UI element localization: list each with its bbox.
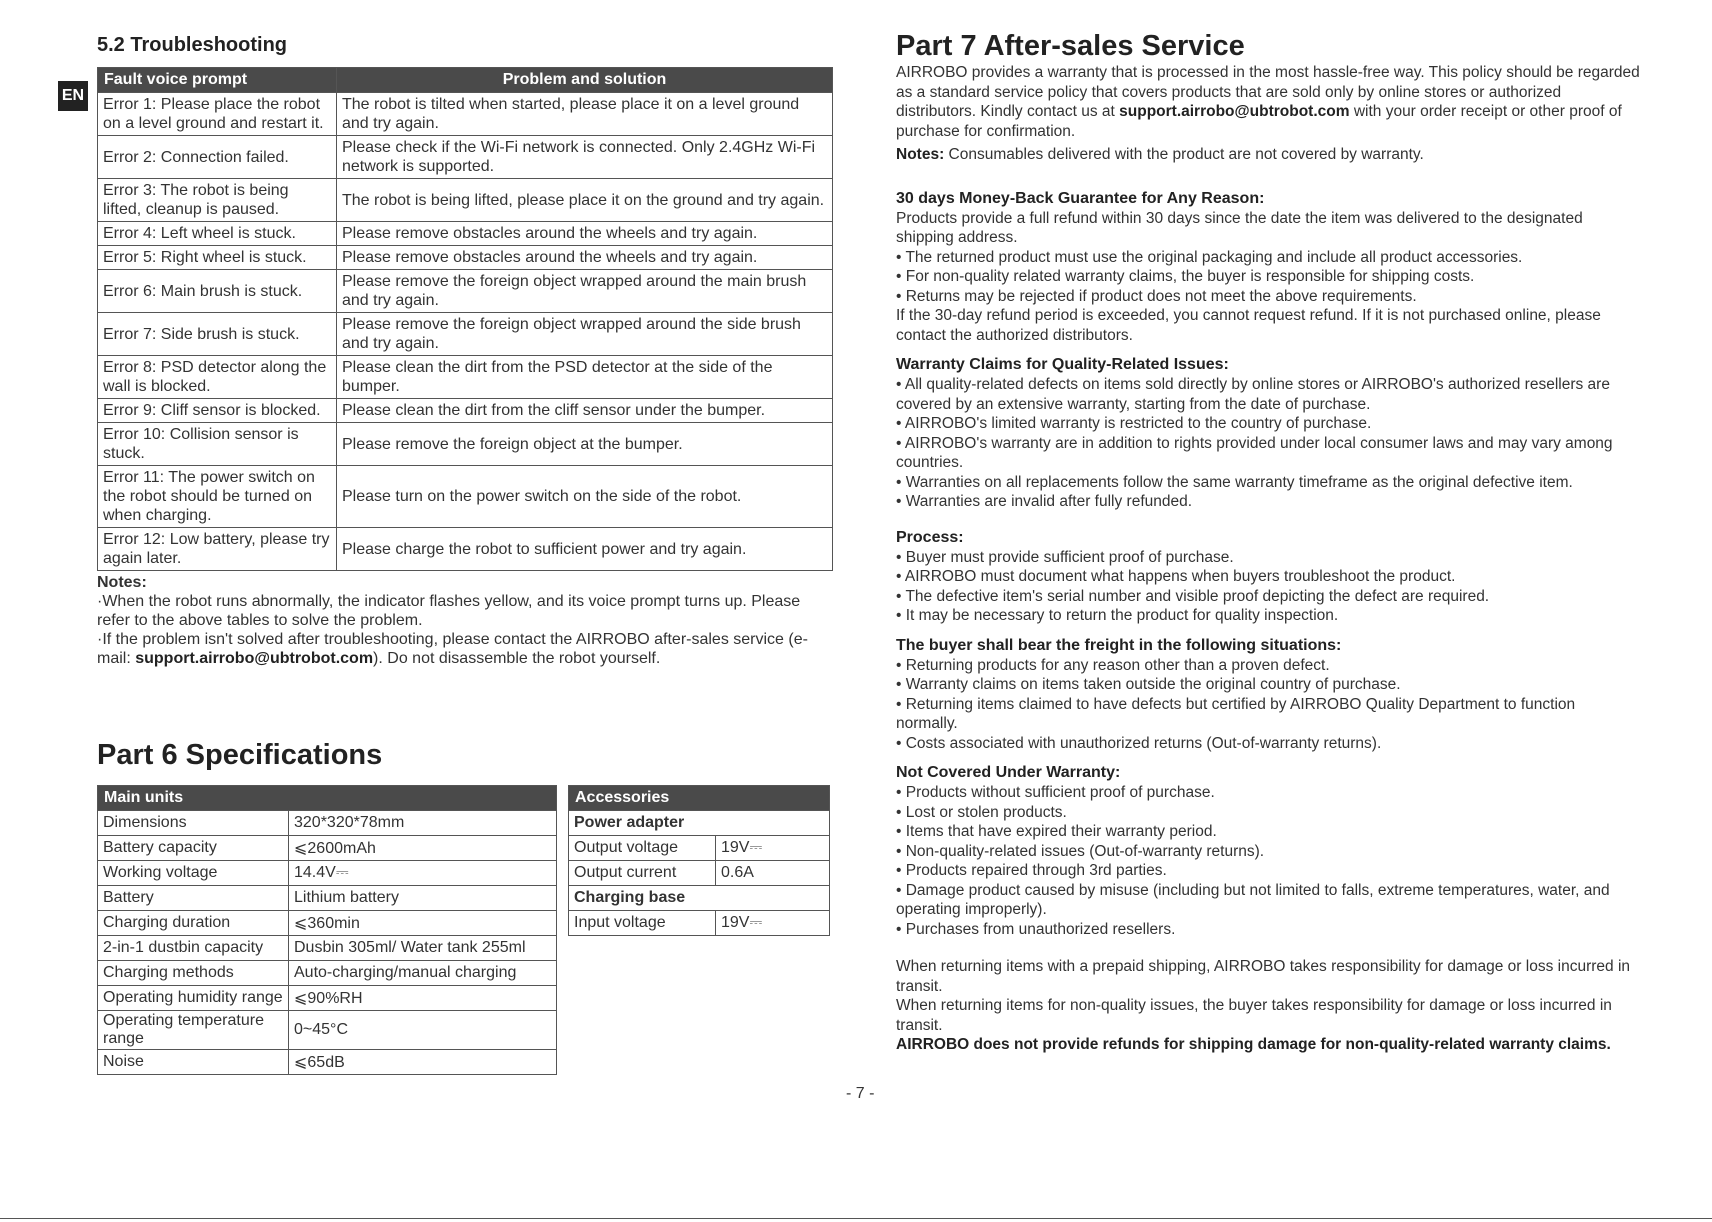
note-2 [97,630,833,668]
support-email-link[interactable]: support.airrobo@ubtrobot.com [135,650,374,667]
process-list [896,548,1641,626]
spec-value-cell: ⩽90%RH [289,986,557,1011]
solution-cell: Please remove the foreign object at the bumper. [337,423,833,466]
table-row [98,136,833,179]
table-row [98,179,833,222]
accessories-table-wrap [568,785,830,936]
service-notes [896,145,1641,165]
table-row [98,246,833,270]
input-voltage-label: Input voltage [569,911,716,936]
solution-cell: Please charge the robot to sufficient power and try again. [337,528,833,571]
solution-cell: Please check if the Wi-Fi network is connected. Only 2.4GHz Wi-Fi network is supported. [337,136,833,179]
fault-prompt-cell: Error 1: Please place the robot on a level ground and restart it. [98,93,337,136]
table-row [98,528,833,571]
power-adapter-label: Power adapter [569,811,830,836]
spec-value-cell: ⩽2600mAh [289,836,557,861]
not-covered-title: Not Covered Under Warranty: [896,764,1121,781]
shipping-paragraphs [896,957,1641,1035]
list-item: • Costs associated with unauthorized returns (Out-of-warranty returns). [896,734,1382,752]
table-row [98,313,833,356]
spec-label-cell: Dimensions [98,811,289,836]
list-item: • Products without sufficient proof of purchase. [896,784,1215,801]
troubleshooting-notes [97,573,833,668]
specifications-title: Part 6 Specifications [97,739,383,771]
output-voltage-label: Output voltage [569,836,716,861]
spec-label-cell: Operating temperature range [98,1011,289,1050]
fault-prompt-cell: Error 3: The robot is being lifted, cleanup is paused. [98,179,337,222]
spec-label-cell: Noise [98,1050,289,1075]
spec-label-cell: Battery [98,886,289,911]
list-item: • The returned product must use the original packaging and include all product accessories. [896,248,1523,266]
fault-prompt-cell: Error 7: Side brush is stuck. [98,313,337,356]
fault-prompt-cell: Error 4: Left wheel is stuck. [98,222,337,246]
spec-value-cell: ⩽360min [289,911,557,936]
final-statement: AIRROBO does not provide refunds for shipping damage for non-quality-related warranty claims. [896,1036,1611,1053]
spec-value-cell: 14.4V⎓ [289,861,557,886]
list-item: • The defective item's serial number and visible proof depicting the defect are required. [896,587,1490,605]
list-item: • It may be necessary to return the product for quality inspection. [896,607,1339,624]
process-title: Process: [896,528,964,546]
list-item: If the 30-day refund period is exceeded, you cannot request refund. If it is not purchased online, please contact the authorized distributors. [896,307,1601,344]
main-units-header: Main units [98,786,557,811]
accessories-table [568,785,830,936]
list-item: • For non-quality related warranty claims, the buyer is responsible for shipping costs. [896,268,1475,285]
spec-value-cell: Auto-charging/manual charging [289,961,557,986]
troubleshooting-title: 5.2 Troubleshooting [97,34,288,56]
table-header-row [98,68,833,93]
page-number: - 7 - [846,1085,875,1102]
column-header-solution: Problem and solution [337,68,833,93]
list-item: • Returning items claimed to have defects but certified by AIRROBO Quality Department to function normally. [896,695,1576,732]
main-units-rows [98,811,557,1075]
list-item: • AIRROBO must document what happens when buyers troubleshoot the product. [896,568,1456,585]
spec-value-cell: ⩽65dB [289,1050,557,1075]
table-row [98,861,557,886]
list-item: • AIRROBO's limited warranty is restricted to the country of purchase. [896,415,1372,432]
solution-cell: The robot is tilted when started, please place it on a level ground and try again. [337,93,833,136]
freight-title: The buyer shall bear the freight in the following situations: [896,636,1342,654]
table-row [98,399,833,423]
list-item: • Warranty claims on items taken outside the original country of purchase. [896,676,1401,693]
troubleshooting-table [97,67,833,571]
list-item: • Buyer must provide sufficient proof of purchase. [896,548,1234,566]
table-row [98,936,557,961]
service-intro-tail: with your order receipt or other proof of purchase for confirmation. [896,103,1622,140]
output-current-label: Output current [569,861,716,886]
solution-cell: The robot is being lifted, please place it on the ground and try again. [337,179,833,222]
right-column [896,30,1641,1055]
warranty-title: Warranty Claims for Quality-Related Issues: [896,356,1229,373]
warranty-list [896,375,1641,512]
left-column [97,30,833,668]
list-item: • Warranties are invalid after fully refunded. [896,493,1193,510]
table-row [98,356,833,399]
table-row [98,270,833,313]
solution-cell: Please remove obstacles around the wheels and try again. [337,246,833,270]
fault-prompt-cell: Error 11: The power switch on the robot should be turned on when charging. [98,466,337,528]
table-row [98,961,557,986]
list-item: • Damage product caused by misuse (including but not limited to falls, extreme temperatures, water, and operating improperly). [896,881,1610,918]
list-item: • Non-quality-related issues (Out-of-warranty returns). [896,842,1265,860]
table-row [569,811,830,836]
list-item: When returning items for non-quality issues, the buyer takes responsibility for damage or loss incurred in transit. [896,997,1612,1034]
solution-cell: Please clean the dirt from the PSD detector at the side of the bumper. [337,356,833,399]
note-2-text: ·If the problem isn't solved after troubleshooting, please contact the AIRROBO after-sales service (e-mail: [97,631,808,667]
note-1: ·When the robot runs abnormally, the indicator flashes yellow, and its voice prompt turns up. Please refer to the above tables to solve the problem. [97,593,801,629]
list-item: • Warranties on all replacements follow the same warranty timeframe as the original defective item. [896,473,1573,491]
not-covered-list [896,783,1641,939]
list-item: • Purchases from unauthorized resellers. [896,920,1176,938]
fault-prompt-cell: Error 5: Right wheel is stuck. [98,246,337,270]
table-row [98,93,833,136]
service-notes-text: Consumables delivered with the product are not covered by warranty. [944,146,1424,163]
list-item: • Products repaired through 3rd parties. [896,862,1167,879]
output-current-value: 0.6A [716,861,830,886]
table-row [98,811,557,836]
table-row [98,1011,557,1050]
table-row [98,466,833,528]
table-row [98,886,557,911]
fault-prompt-cell: Error 6: Main brush is stuck. [98,270,337,313]
spec-value-cell: 0~45°C [289,1011,557,1050]
table-row [98,1050,557,1075]
spec-value-cell: Lithium battery [289,886,557,911]
fault-prompt-cell: Error 9: Cliff sensor is blocked. [98,399,337,423]
charging-base-label: Charging base [569,886,830,911]
service-notes-label: Notes: [896,146,945,163]
list-item: • Returns may be rejected if product does not meet the above requirements. [896,287,1417,305]
table-row [569,911,830,936]
fault-prompt-cell: Error 8: PSD detector along the wall is blocked. [98,356,337,399]
service-intro-text: AIRROBO provides a warranty that is processed in the most hassle-free way. This policy should be regarded as a standard service policy that covers products that are sold only by online stores or authorized distributors. Kindly contact us at [896,64,1640,120]
fault-prompt-cell: Error 10: Collision sensor is stuck. [98,423,337,466]
input-voltage-value: 19V⎓ [716,911,830,936]
spec-label-cell: Charging methods [98,961,289,986]
list-item: • All quality-related defects on items sold directly by online stores or AIRROBO's authorized resellers are covered by an extensive warranty, starting from the date of purchase. [896,376,1610,413]
list-item: • Items that have expired their warranty period. [896,823,1217,840]
solution-cell: Please turn on the power switch on the side of the robot. [337,466,833,528]
spec-label-cell: Operating humidity range [98,986,289,1011]
fault-prompt-cell: Error 2: Connection failed. [98,136,337,179]
spec-label-cell: Working voltage [98,861,289,886]
solution-cell: Please remove the foreign object wrapped around the main brush and try again. [337,270,833,313]
table-row [569,886,830,911]
solution-cell: Please remove the foreign object wrapped around the side brush and try again. [337,313,833,356]
service-intro [896,63,1641,141]
language-badge: EN [58,81,88,111]
list-item: • Lost or stolen products. [896,803,1067,821]
fault-prompt-cell: Error 12: Low battery, please try again later. [98,528,337,571]
spec-label-cell: 2-in-1 dustbin capacity [98,936,289,961]
notes-label: Notes: [97,574,147,591]
accessories-header: Accessories [569,786,830,811]
money-back-title: 30 days Money-Back Guarantee for Any Reason: [896,189,1265,207]
solution-cell: Please clean the dirt from the cliff sensor under the bumper. [337,399,833,423]
freight-list [896,656,1641,754]
list-item: • AIRROBO's warranty are in addition to rights provided under local consumer laws and may vary among countries. [896,434,1613,471]
main-units-table [97,785,557,1075]
note-2-tail: ). Do not disassemble the robot yourself. [373,650,661,667]
solution-cell: Please remove obstacles around the wheels and try again. [337,222,833,246]
spec-label-cell: Charging duration [98,911,289,936]
list-item: Products provide a full refund within 30 days since the date the item was delivered to the designated shipping address. [896,209,1583,246]
table-row [569,861,830,886]
spec-value-cell: Dusbin 305ml/ Water tank 255ml [289,936,557,961]
footer-rule [0,1218,1712,1219]
money-back-list [896,209,1641,346]
table-row [569,836,830,861]
list-item: When returning items with a prepaid shipping, AIRROBO takes responsibility for damage or loss incurred in transit. [896,958,1631,995]
table-row [98,911,557,936]
after-sales-title: Part 7 After-sales Service [896,30,1245,62]
table-row [98,836,557,861]
troubleshooting-rows [98,93,833,571]
table-row [98,423,833,466]
service-email-link[interactable]: support.airrobo@ubtrobot.com [1119,103,1350,120]
column-header-fault: Fault voice prompt [98,68,337,93]
output-voltage-value: 19V⎓ [716,836,830,861]
spec-label-cell: Battery capacity [98,836,289,861]
spec-value-cell: 320*320*78mm [289,811,557,836]
table-row [98,222,833,246]
list-item: • Returning products for any reason other than a proven defect. [896,656,1330,674]
table-row [98,986,557,1011]
main-units-table-wrap [97,785,557,1075]
